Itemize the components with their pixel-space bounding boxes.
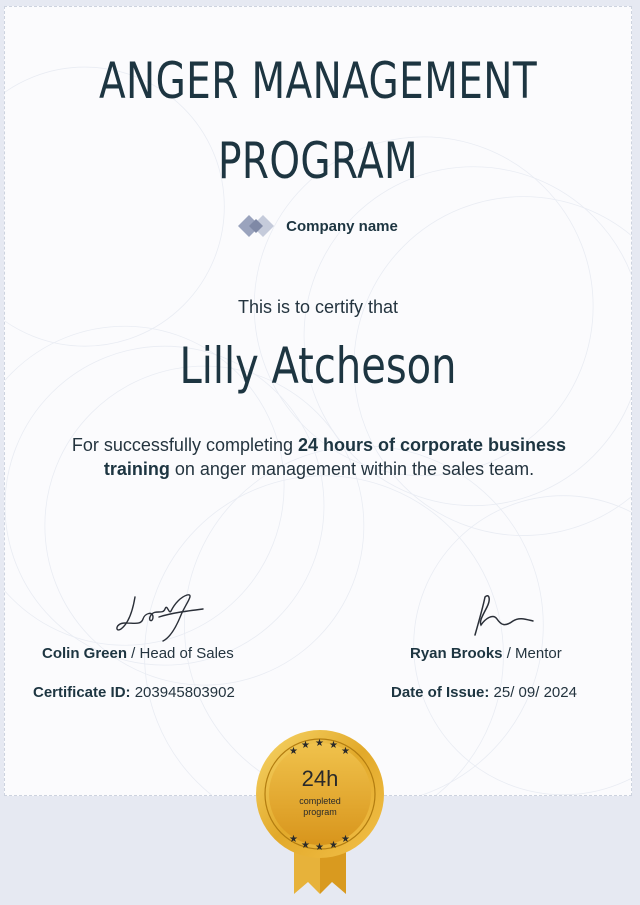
signature-ryan-brooks — [467, 591, 539, 641]
description-part1: For successfully completing — [71, 435, 298, 455]
certificate-id-value: 203945803902 — [130, 684, 235, 701]
badge-hours: 24h — [301, 766, 339, 791]
star-icon: ★ — [301, 840, 310, 851]
certificate-title: ANGER MANAGEMENT PROGRAM — [98, 52, 538, 190]
signatory-right-name: Ryan Brooks — [410, 645, 503, 662]
company-block — [5, 213, 631, 239]
star-icon: ★ — [315, 738, 324, 749]
recipient-name: Lilly Atcheson — [179, 337, 457, 395]
certificate-id-label: Certificate ID: — [33, 684, 131, 701]
signature-colin-green — [113, 589, 213, 645]
company-name: Company name — [286, 217, 398, 235]
signatory-left — [42, 645, 234, 662]
date-of-issue — [391, 684, 577, 701]
badge-line2: program — [303, 807, 337, 817]
date-value: 25/ 09/ 2024 — [489, 684, 577, 701]
star-icon: ★ — [329, 740, 338, 751]
star-icon: ★ — [289, 746, 298, 757]
star-icon: ★ — [329, 840, 338, 851]
badge-line1: completed — [299, 796, 341, 806]
star-icon: ★ — [341, 746, 350, 757]
description-part2: on anger management within the sales team. — [169, 459, 535, 479]
signatory-right — [410, 645, 562, 662]
star-icon: ★ — [301, 740, 310, 751]
certificate-sheet — [4, 6, 632, 796]
star-icon: ★ — [315, 842, 324, 853]
certify-text: This is to certify that — [237, 297, 399, 317]
diamond-logo-icon — [238, 213, 276, 239]
certificate-description — [65, 433, 573, 481]
star-icon: ★ — [289, 834, 298, 845]
signatory-left-name: Colin Green — [42, 645, 128, 662]
star-icon: ★ — [341, 834, 350, 845]
completion-badge — [254, 728, 386, 894]
date-label: Date of Issue: — [391, 684, 490, 701]
signatory-right-role: / Mentor — [502, 645, 562, 662]
description-bold: 24 hours of corporate business training — [103, 435, 567, 479]
certificate-id — [33, 684, 235, 701]
signatory-left-role: / Head of Sales — [127, 645, 234, 662]
